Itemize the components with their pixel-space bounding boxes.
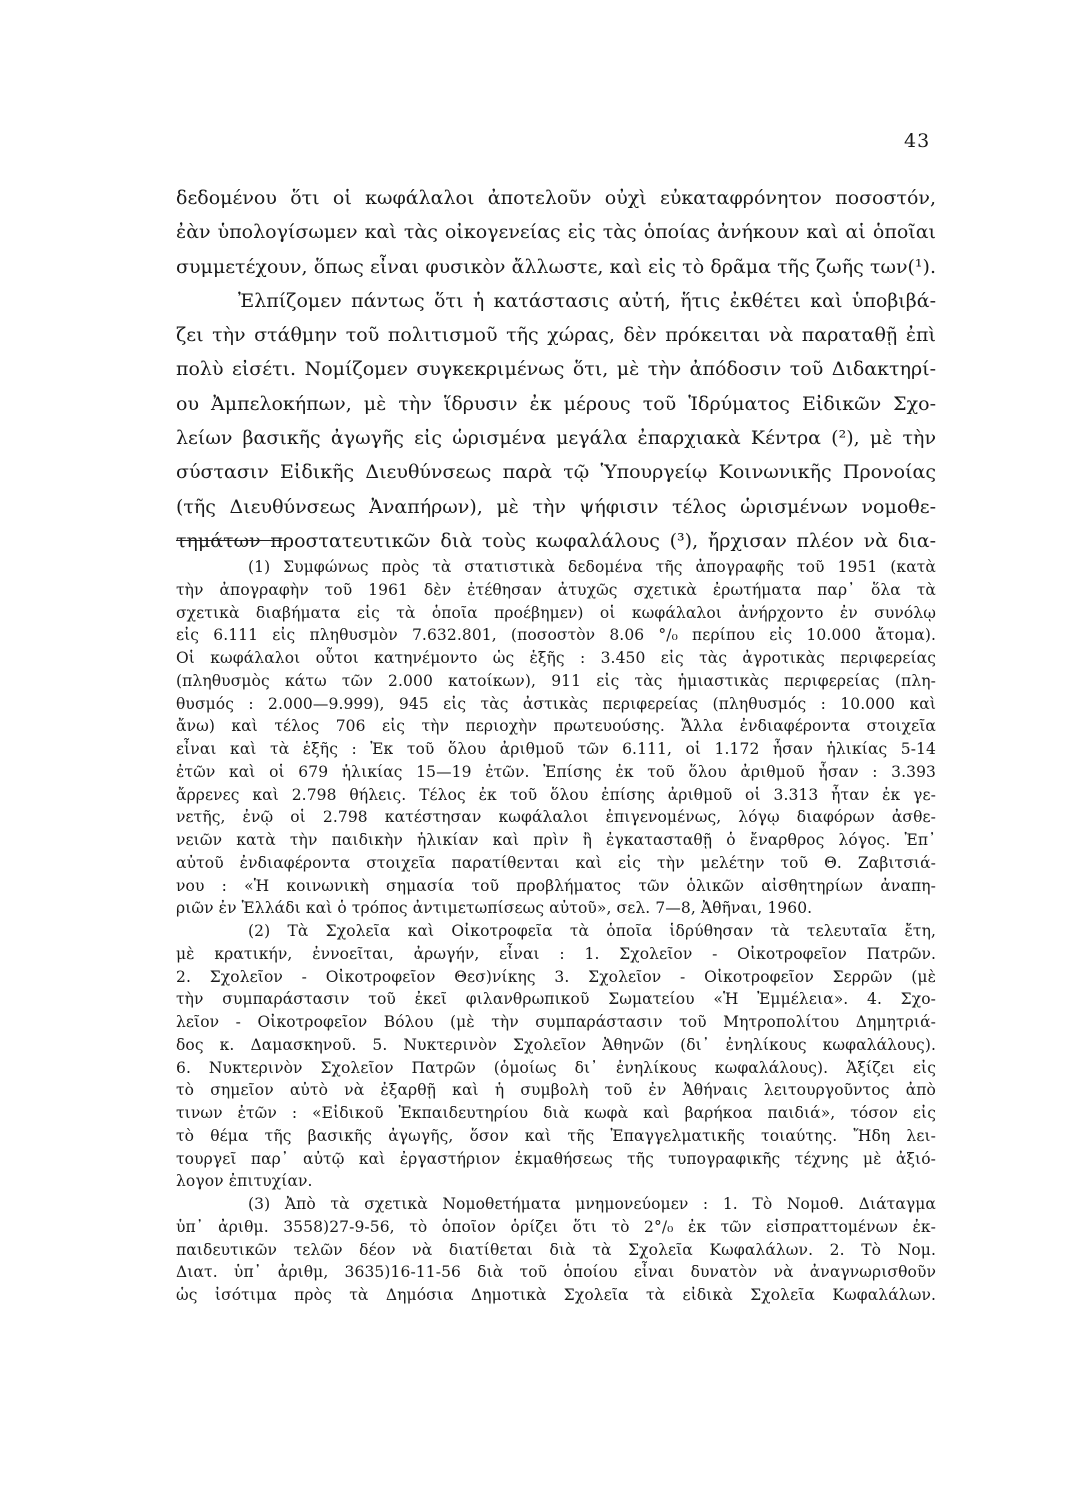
body-line: σύστασιν Εἰδικῆς Διευθύνσεως παρὰ τῷ Ὑπουργείῳ Κοινωνικῆς Προνοίας [176,461,936,484]
footnote-line: ριῶν ἐν Ἑλλάδι καὶ ὁ τρόπος ἀντιμετωπίσεως αὐτοῦ», σελ. 7—8, Ἀθῆναι, 1960. [176,899,813,918]
footnote-line: θυσμός : 2.000—9.999), 945 εἰς τὰς ἀστικὰς περιφερείας (πληθυσμός : 10.000 καὶ [176,694,936,713]
footnote-line: τὸ σημεῖον αὐτὸ νὰ ἐξαρθῇ καὶ ἡ συμβολὴ τοῦ ἐν Ἀθήναις λειτουργοῦντος ἀπὸ [176,1081,936,1100]
body-line: δεδομένου ὅτι οἱ κωφάλαλοι ἀποτελοῦν οὐχὶ εὐκαταφρόνητον ποσοστόν, [176,187,936,209]
footnote-line: (3) Ἀπὸ τὰ σχετικὰ Νομοθετήματα μνημονεύομεν : 1. Τὸ Νομοθ. Διάταγμα [248,1195,936,1213]
footnote-line: Διατ. ὑπ᾽ ἀριθμ, 3635)16-11-56 διὰ τοῦ ὁποίου εἶναι δυνατὸν νὰ ἀναγνωρισθοῦν [176,1263,936,1282]
footnote-line: 2. Σχολεῖον - Οἰκοτροφεῖον Θεσ)νίκης 3. Σχολεῖον - Οἰκοτροφεῖον Σερρῶν (μὲ [176,967,936,986]
footnote-line: τὸ θέμα τῆς βασικῆς ἀγωγῆς, ὅσον καὶ τῆς Ἐπαγγελματικῆς τοιαύτης. Ἤδη λει- [176,1126,936,1145]
body-text [176,181,936,558]
footnote-line: μὲ κρατικήν, ἐννοεῖται, ἀρωγήν, εἶναι : 1. Σχολεῖον - Οἰκοτροφεῖον Πατρῶν. [176,944,936,963]
body-line: ου Ἀμπελοκήπων, μὲ τὴν ἵδρυσιν ἐκ μέρους τοῦ Ἱδρύματος Εἰδικῶν Σχο- [176,392,936,415]
footnotes [176,556,936,1307]
body-line: συμμετέχουν, ὅπως εἶναι φυσικὸν ἄλλωστε, καὶ εἰς τὸ δρᾶμα τῆς ζωῆς των(¹). [176,255,936,278]
footnote-line: λογον ἐπιτυχίαν. [176,1172,313,1191]
footnote-line: Οἱ κωφάλαλοι οὗτοι κατηνέμοντο ὡς ἑξῆς : 3.450 εἰς τὰς ἀγροτικὰς περιφερείας [176,649,936,667]
footnote-line: ἐτῶν καὶ οἱ 679 ἡλικίας 15—19 ἐτῶν. Ἐπίσης ἐκ τοῦ ὅλου ἀριθμοῦ ἦσαν : 3.393 [176,762,936,781]
footnote-line: δος κ. Δαμασκηνοῦ. 5. Νυκτερινὸν Σχολεῖον Ἀθηνῶν (δι᾽ ἐνηλίκους κωφαλάλους). [176,1035,936,1054]
footnote-separator [176,540,284,541]
footnote-line: εἶναι καὶ τὰ ἑξῆς : Ἐκ τοῦ ὅλου ἀριθμοῦ τῶν 6.111, οἱ 1.172 ἦσαν ἡλικίας 5-14 [176,740,936,758]
body-line: πολὺ εἰσέτι. Νομίζομεν συγκεκριμένως ὅτι, μὲ τὴν ἀπόδοσιν τοῦ Διδακτηρί- [176,358,936,381]
footnote-line: τουργεῖ παρ᾽ αὐτῷ καὶ ἐργαστήριον ἐκμαθήσεως τῆς τυπογραφικῆς τέχνης μὲ ἀξιό- [176,1149,936,1168]
body-line: ζει τὴν στάθμην τοῦ πολιτισμοῦ τῆς χώρας, δὲν πρόκειται νὰ παραταθῇ ἐπὶ [176,324,936,347]
footnote-line: λεῖον - Οἰκοτροφεῖον Βόλου (μὲ τὴν συμπαράστασιν τοῦ Μητροπολίτου Δημητριά- [176,1013,936,1031]
footnote-line: σχετικὰ διαβήματα εἰς τὰ ὁποῖα προέβημεν) οἱ κωφάλαλοι ἀνήρχοντο ἐν συνόλῳ [176,603,936,622]
footnote-line: (πληθυσμὸς κάτω τῶν 2.000 κατοίκων), 911 εἰς τὰς ἡμιαστικὰς περιφερείας (πλη- [176,671,936,690]
body-line: (τῆς Διευθύνσεως Ἀναπήρων), μὲ τὴν ψήφισιν τέλος ὡρισμένων νομοθε- [176,495,936,518]
footnote-line: ὑπ᾽ ἀριθμ. 3558)27-9-56, τὸ ὁποῖον ὁρίζει ὅτι τὸ 2°/₀ ἐκ τῶν εἰσπραττομένων ἐκ- [176,1217,936,1236]
body-line: Ἐλπίζομεν πάντως ὅτι ἡ κατάστασις αὐτή, ἥτις ἐκθέτει καὶ ὑποβιβά- [238,289,936,312]
footnote-line: νου : «Ἡ κοινωνικὴ σημασία τοῦ προβλήματος τῶν ὁλικῶν αἰσθητηρίων ἀναπη- [176,876,936,895]
footnote-line: ὡς ἰσότιμα πρὸς τὰ Δημόσια Δημοτικὰ Σχολεῖα τὰ εἰδικὰ Σχολεῖα Κωφαλάλων. [176,1286,936,1304]
body-line: λείων βασικῆς ἀγωγῆς εἰς ὡρισμένα μεγάλα ἐπαρχιακὰ Κέντρα (²), μὲ τὴν [176,427,936,450]
footnote-line: τὴν συμπαράστασιν τοῦ ἐκεῖ φιλανθρωπικοῦ Σωματείου «Ἡ Ἐμμέλεια». 4. Σχο- [176,990,936,1009]
page-number: 43 [904,130,931,152]
body-line: τημάτων προστατευτικῶν διὰ τοὺς κωφαλάλους (³), ἤρχισαν πλέον νὰ δια- [176,529,936,552]
footnote-line: 6. Νυκτερινὸν Σχολεῖον Πατρῶν (ὁμοίως δι᾽ ἐνηλίκους κωφαλάλους). Ἀξίζει εἰς [176,1058,936,1077]
footnote-line: (2) Τὰ Σχολεῖα καὶ Οἰκοτροφεῖα τὰ ὁποῖα ἱδρύθησαν τὰ τελευταῖα ἔτη, [248,922,936,940]
footnote-line: ἄνω) καὶ τέλος 706 εἰς τὴν περιοχὴν πρωτευούσης. Ἄλλα ἐνδιαφέροντα στοιχεῖα [176,717,936,736]
footnote-line: νετῆς, ἐνῷ οἱ 2.798 κατέστησαν κωφάλαλοι ἐπιγενομένως, λόγῳ διαφόρων ἀσθε- [176,808,936,827]
footnote-line: ἄρρενες καὶ 2.798 θήλεις. Τέλος ἐκ τοῦ ὅλου ἐπίσης ἀριθμοῦ οἱ 3.313 ἦταν ἐκ γε- [176,785,936,804]
footnote-line: (1) Συμφώνως πρὸς τὰ στατιστικὰ δεδομένα τῆς ἀπογραφῆς τοῦ 1951 (κατὰ [248,558,936,576]
body-line: ἐὰν ὑπολογίσωμεν καὶ τὰς οἰκογενείας εἰς τὰς ὁποίας ἀνήκουν καὶ αἱ ὁποῖαι [176,221,936,244]
footnote-line: τὴν ἀπογραφὴν τοῦ 1961 δὲν ἐτέθησαν ἀτυχῶς σχετικὰ ἐρωτήματα παρ᾽ ὅλα τὰ [176,580,936,599]
footnote-line: παιδευτικῶν τελῶν δέον νὰ διατίθεται διὰ τὰ Σχολεῖα Κωφαλάλων. 2. Τὸ Νομ. [176,1240,936,1259]
footnote-line: εἰς 6.111 εἰς πληθυσμὸν 7.632.801, (ποσοστὸν 8.06 °/₀ περίπου εἰς 10.000 ἄτομα). [176,626,936,645]
footnote-line: νειῶν κατὰ τὴν παιδικὴν ἡλικίαν καὶ πρὶν ἢ ἐγκατασταθῇ ὁ ἔναρθρος λόγος. Ἐπ᾽ [176,831,936,849]
footnote-line: αὐτοῦ ἐνδιαφέροντα στοιχεῖα παρατίθενται καὶ εἰς τὴν μελέτην τοῦ Θ. Ζαβιτσιά- [176,853,936,872]
footnote-line: τινων ἐτῶν : «Εἰδικοῦ Ἐκπαιδευτηρίου διὰ κωφὰ καὶ βαρήκοα παιδιά», τόσον εἰς [176,1104,936,1122]
